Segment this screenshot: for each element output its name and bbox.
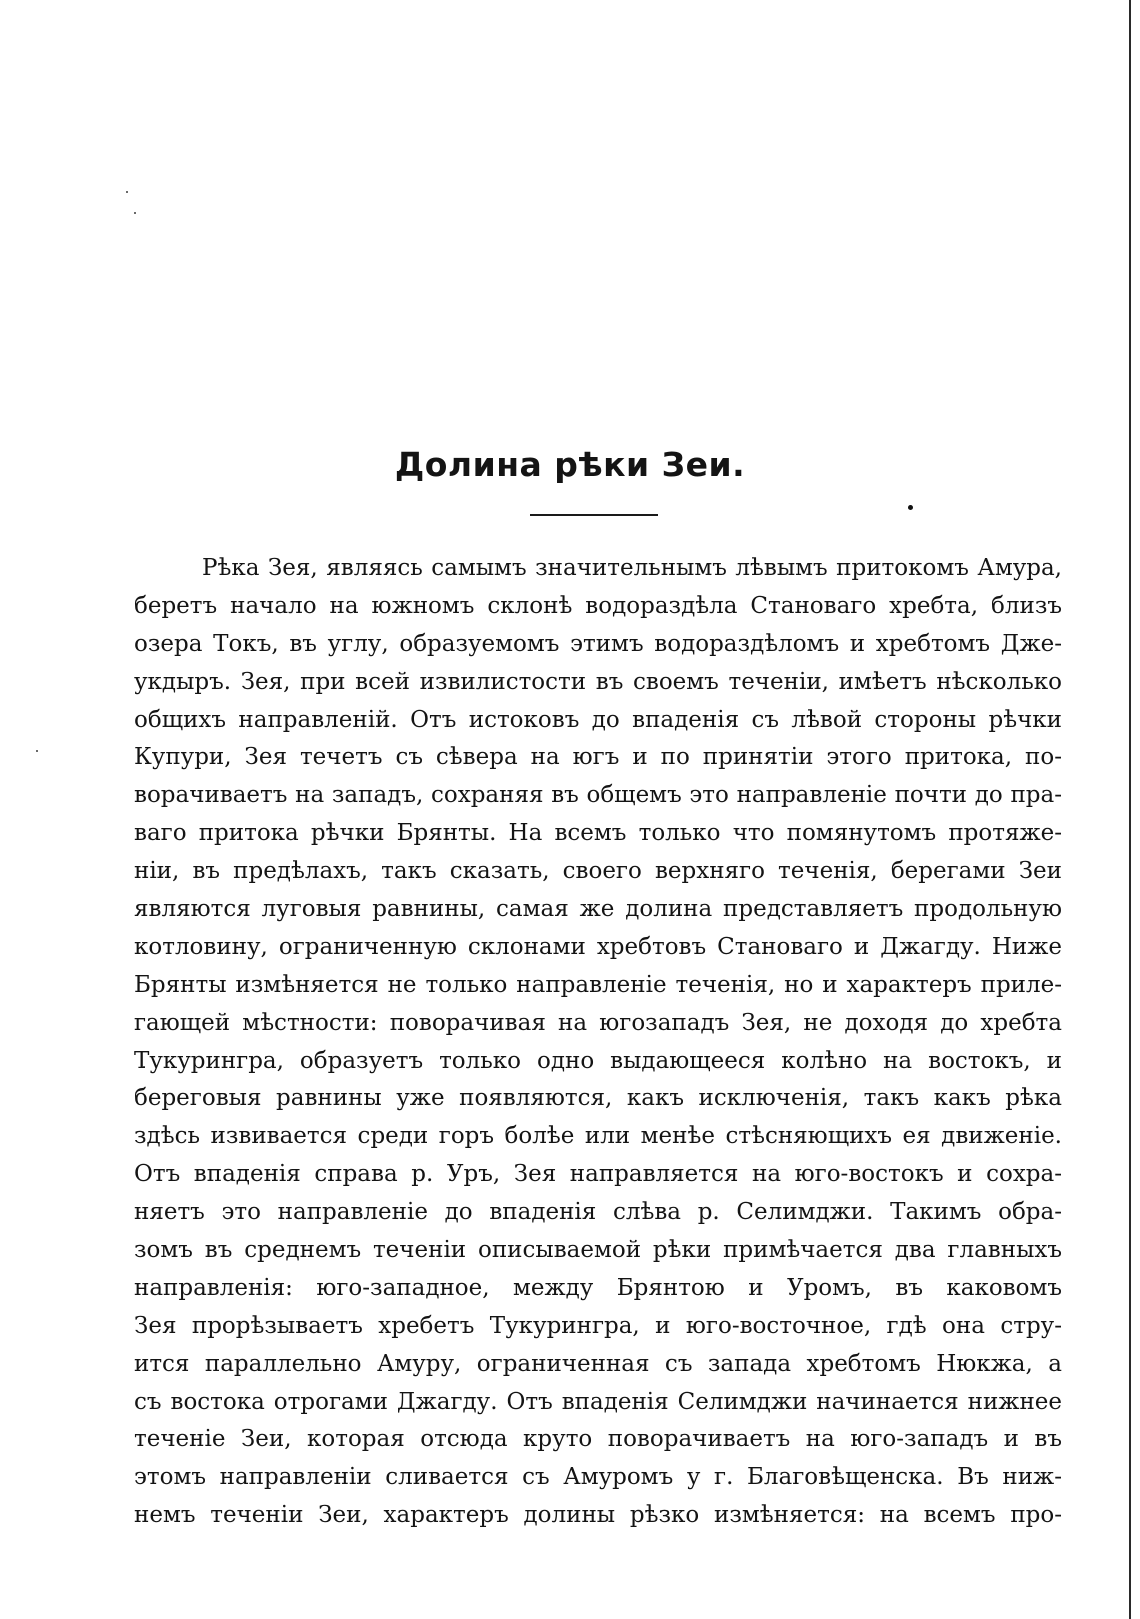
text-line: беретъ начало на южномъ склонѣ водораздѣла Становаго хребта, близъ (134, 592, 1062, 619)
text-line: здѣсь извивается среди горъ болѣе или менѣе стѣсняющихъ ея движенie. (134, 1123, 1062, 1150)
text-line: Рѣка Зея, являясь самымъ значительнымъ лѣвымъ притокомъ Амура, (202, 555, 1062, 581)
text-line: укдыръ. Зея, при всей извилистости въ своемъ теченiи, имѣетъ нѣсколько (134, 668, 1062, 695)
text-line: нiи, въ предѣлахъ, такъ сказать, своего верхняго теченiя, берегами Зеи (134, 858, 1062, 885)
text-line: няетъ это направленie до впаденiя слѣва р. Селимджи. Такимъ обра- (134, 1199, 1062, 1226)
text-line: котловину, ограниченную склонами хребтовъ Становаго и Джагду. Ниже (134, 933, 1062, 960)
text-line: ворачиваетъ на западъ, сохраняя въ общемъ это направленie почти до пра- (134, 782, 1062, 809)
body-paragraph (134, 550, 1062, 1535)
text-line: Купури, Зея течетъ съ сѣвера на югъ и по принятiи этого притока, по- (134, 744, 1062, 771)
text-line: Отъ впаденiя справа р. Уръ, Зея направляется на юго-востокъ и сохра- (134, 1161, 1062, 1188)
title-rule (530, 514, 658, 516)
text-line: являются луговыя равнины, самая же долина представляетъ продольную (134, 896, 1062, 923)
text-line: ится параллельно Амуру, ограниченная съ запада хребтомъ Нюкжа, а (134, 1350, 1062, 1377)
text-line: немъ теченiи Зеи, характеръ долины рѣзко измѣняется: на всемъ про- (134, 1502, 1062, 1529)
text-line: зомъ въ среднемъ теченiи описываемой рѣки примѣчается два главныхъ (134, 1237, 1062, 1264)
text-line: береговыя равнины уже появляются, какъ исключенiя, такъ какъ рѣка (134, 1085, 1062, 1112)
text-line: общихъ направленiй. Отъ истоковъ до впаденiя съ лѣвой стороны рѣчки (134, 706, 1062, 733)
scan-speck (134, 212, 136, 214)
text-line: ваго притока рѣчки Брянты. На всемъ только что помянутомъ протяже- (134, 820, 1062, 847)
text-line: съ востока отрогами Джагду. Отъ впаденiя Селимджи начинается нижнее (134, 1388, 1062, 1415)
scan-speck (126, 191, 128, 193)
text-line: Брянты измѣняется не только направленie теченiя, но и характеръ приле- (134, 971, 1062, 998)
text-line: озера Токъ, въ углу, образуемомъ этимъ водораздѣломъ и хребтомъ Дже- (134, 630, 1062, 657)
text-line: этомъ направленiи сливается съ Амуромъ у г. Благовѣщенска. Въ ниж- (134, 1464, 1062, 1491)
scan-speck (36, 750, 38, 752)
text-line: гающей мѣстности: поворачивая на югозападъ Зея, не доходя до хребта (134, 1009, 1062, 1036)
text-line: Зея прорѣзываетъ хребетъ Тукурингра, и юго-восточное, гдѣ она стру- (134, 1312, 1062, 1339)
text-line: теченie Зеи, которая отсюда круто поворачиваетъ на юго-западъ и въ (134, 1426, 1062, 1453)
scan-dot (908, 505, 913, 510)
text-line: Тукурингра, образуетъ только одно выдающееся колѣно на востокъ, и (134, 1047, 1062, 1074)
chapter-title: Долина рѣки Зеи. (394, 445, 746, 484)
text-line: направленiя: юго-западное, между Брянтою и Уромъ, въ каковомъ (134, 1274, 1062, 1301)
page-edge-line (1129, 0, 1131, 1619)
